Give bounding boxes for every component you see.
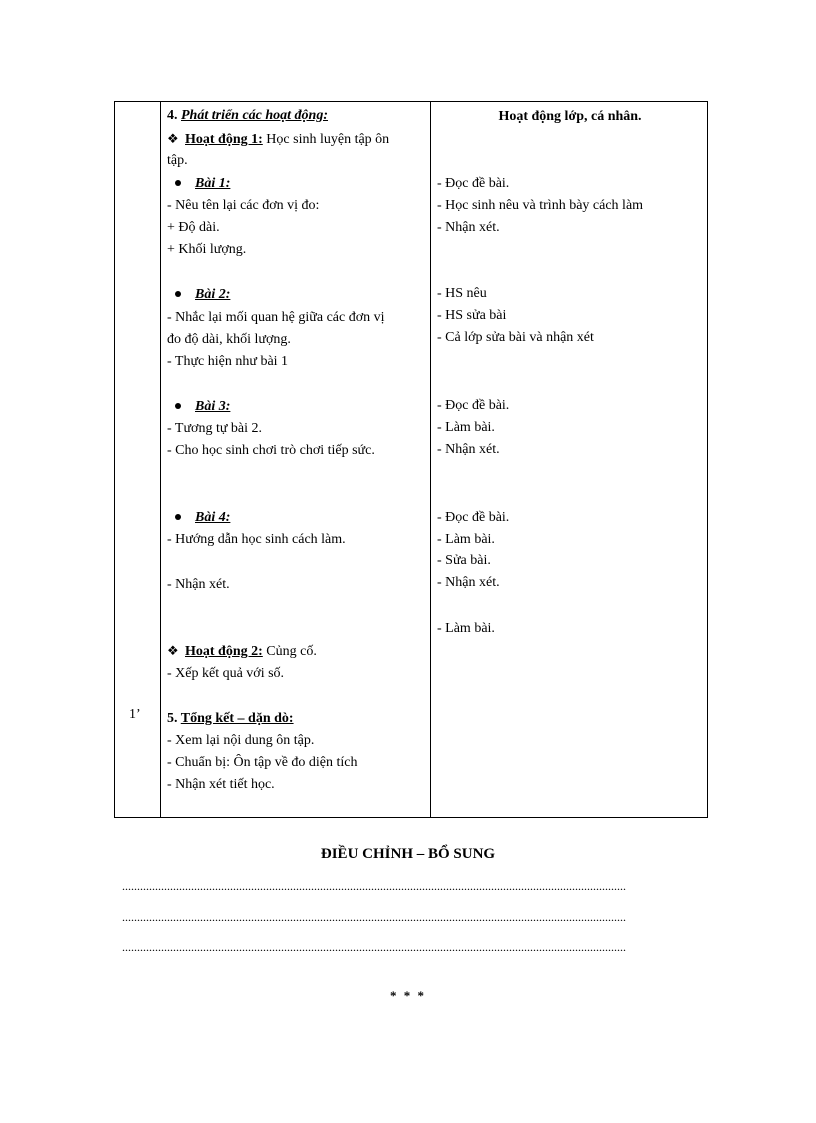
bai4-line2: - Nhận xét. (167, 577, 230, 592)
section4-title: Phát triển các hoạt động: (181, 108, 329, 123)
bai4-text: Bài 4: (195, 510, 231, 525)
bai3-text: Bài 3: (195, 399, 231, 414)
student-line: - Đọc đề bài. (437, 510, 510, 525)
diamond-bullet-icon: ❖ (167, 643, 179, 658)
teacher-activity-column (161, 102, 431, 817)
activity2-line1: - Xếp kết quả với số. (167, 666, 285, 681)
bai1-line2: + Độ dài. (167, 220, 220, 235)
time-value: 1’ (129, 707, 141, 722)
adjustment-heading: ĐIỀU CHỈNH – BỔ SUNG (320, 846, 496, 862)
bai1-line3: + Khối lượng. (167, 242, 247, 257)
bai1-text: Bài 1: (195, 176, 231, 191)
section5-line2: - Chuẩn bị: Ôn tập về đo diện tích (167, 755, 358, 770)
section4-number: 4. (167, 108, 181, 123)
student-line: - HS sửa bài (437, 308, 507, 323)
student-line: - Làm bài. (437, 532, 495, 547)
student-line: - Đọc đề bài. (437, 398, 510, 413)
bai3-line2: - Cho học sinh chơi trò chơi tiếp sức. (167, 443, 375, 458)
activity1-line (167, 129, 389, 150)
student-activity-column (431, 102, 709, 817)
dotted-line: ........................................................................................................................................................................ (122, 910, 626, 924)
student-line: - HS nêu (437, 286, 487, 301)
activity1-text: Học sinh luyện tập ôn (262, 132, 390, 147)
lesson-table (114, 101, 708, 818)
bai3-label (175, 397, 230, 417)
activity2-text: Củng cố. (262, 644, 317, 659)
activity1-text-cont: tập. (167, 153, 188, 168)
bai1-label (175, 174, 230, 194)
student-line: - Làm bài. (437, 621, 495, 636)
bai4-line1: - Hướng dẫn học sinh cách làm. (167, 532, 346, 547)
footer-stars: * * * (390, 988, 426, 1003)
student-line: - Nhận xét. (437, 575, 500, 590)
bullet-icon (175, 180, 181, 186)
student-line: - Học sinh nêu và trình bày cách làm (437, 198, 644, 213)
section5-number: 5. (167, 711, 181, 726)
bai3-line1: - Tương tự bài 2. (167, 421, 263, 436)
bai4-label (175, 508, 230, 528)
dotted-line: ........................................................................................................................................................................ (122, 940, 626, 954)
bai2-line2: đo độ dài, khối lượng. (167, 332, 291, 347)
student-line: - Đọc đề bài. (437, 176, 510, 191)
bullet-icon (175, 514, 181, 520)
bai2-text: Bài 2: (195, 287, 231, 302)
diamond-bullet-icon: ❖ (167, 131, 179, 146)
bai1-line1: - Nêu tên lại các đơn vị đo: (167, 198, 320, 213)
section5-line3: - Nhận xét tiết học. (167, 777, 275, 792)
section5-title: Tổng kết – dặn dò: (180, 711, 294, 726)
student-line: - Nhận xét. (437, 220, 500, 235)
student-column-header: Hoạt động lớp, cá nhân. (498, 109, 642, 124)
student-line: - Cả lớp sửa bài và nhận xét (437, 330, 594, 345)
student-line: - Nhận xét. (437, 442, 500, 457)
dotted-line: ........................................................................................................................................................................ (122, 879, 626, 893)
student-line: - Làm bài. (437, 420, 495, 435)
bai2-line1: - Nhắc lại mối quan hệ giữa các đơn vị (167, 310, 385, 325)
bai2-line3: - Thực hiện như bài 1 (167, 354, 289, 369)
student-line: - Sửa bài. (437, 553, 491, 568)
bai2-label (175, 285, 230, 305)
activity1-title: Hoạt động 1: (185, 132, 263, 147)
activity2-title: Hoạt động 2: (185, 644, 263, 659)
section4-heading (167, 106, 328, 126)
bullet-icon (175, 403, 181, 409)
bullet-icon (175, 291, 181, 297)
time-column (115, 102, 161, 817)
section5-heading (167, 709, 294, 729)
activity2-line (167, 641, 317, 662)
section5-line1: - Xem lại nội dung ôn tập. (167, 733, 315, 748)
